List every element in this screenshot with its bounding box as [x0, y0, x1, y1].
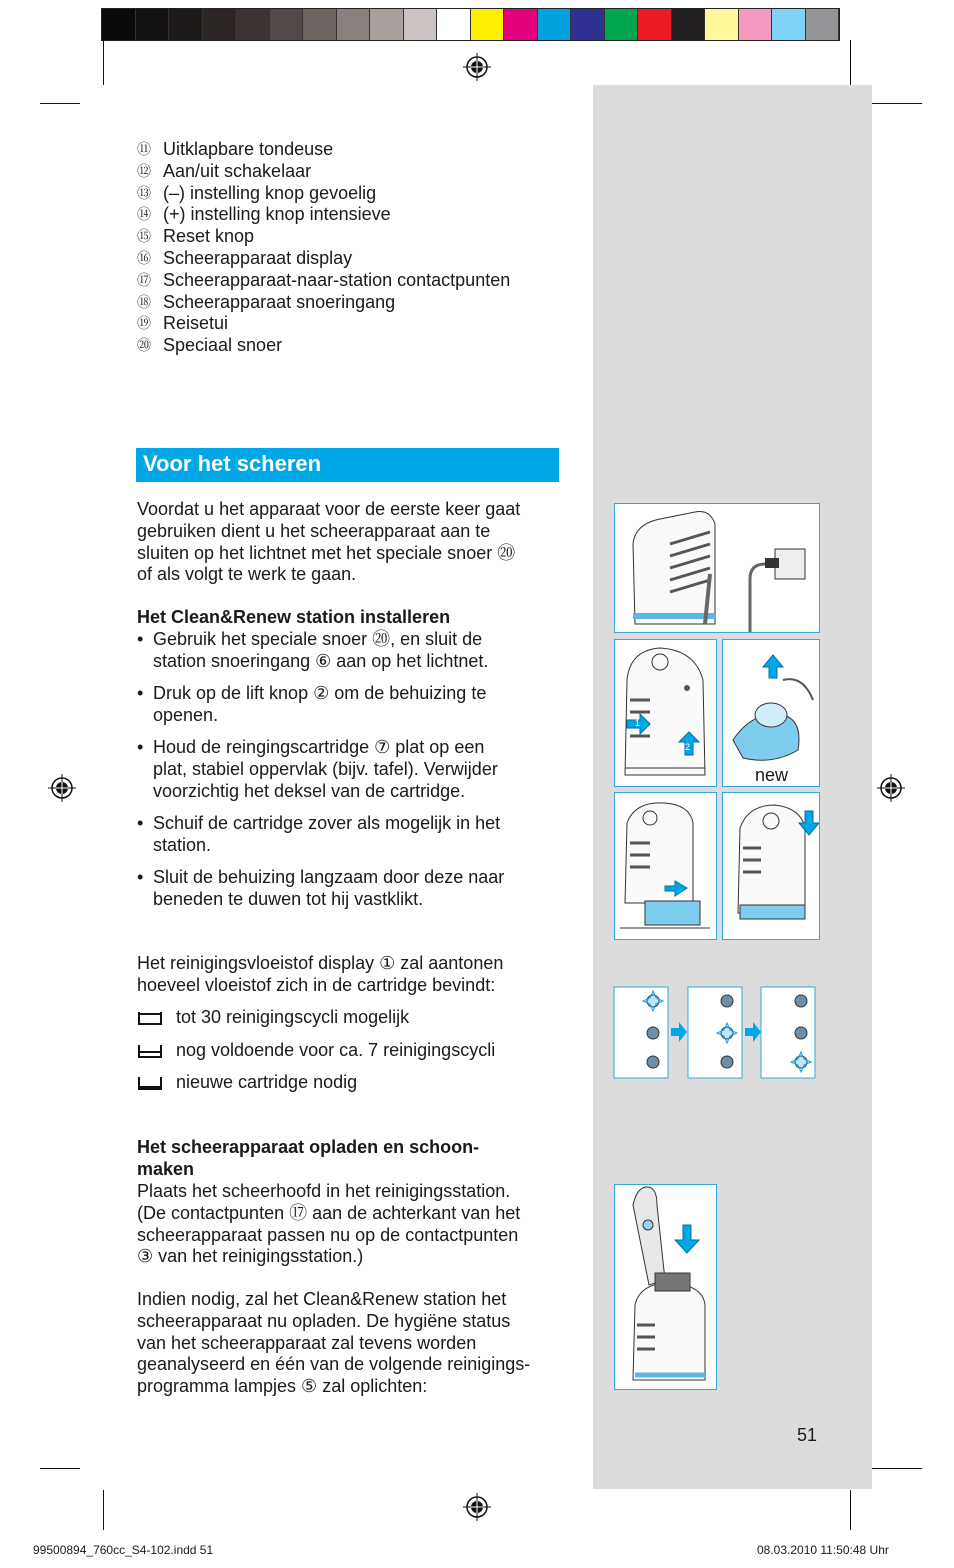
part-number: ⑯	[137, 249, 151, 266]
text-line: Het scheerapparaat opladen en schoon-	[137, 1137, 480, 1157]
part-number: ⑰	[137, 271, 151, 288]
indicator-label: nog voldoende voor ca. 7 reinigingscycli	[176, 1040, 496, 1060]
crop-mark	[40, 103, 80, 104]
figure-close-housing	[722, 792, 820, 940]
tank-medium-icon	[137, 1043, 163, 1059]
indicator-sequence	[613, 986, 817, 1080]
text-line: gebruiken dient u het scheerapparaat aan te	[137, 520, 491, 541]
text-line: of als volgt te werk te gaan.	[137, 564, 357, 585]
color-swatch	[571, 9, 605, 40]
text-line: geanalyseerd en één van de volgende reinigings-	[137, 1354, 531, 1375]
parts-list-item	[137, 335, 510, 357]
part-number: ⑬	[137, 184, 151, 201]
print-color-bar	[101, 8, 840, 41]
parts-list-item	[137, 270, 510, 292]
parts-list-item	[137, 248, 510, 270]
text-line: Het reinigingsvloeistof display ① zal aantonen	[137, 953, 504, 973]
crop-mark	[103, 1490, 104, 1530]
footer-timestamp: 08.03.2010 11:50:48 Uhr	[757, 1543, 889, 1557]
install-step: • Sluit de behuizing langzaam door deze naar beneden te duwen tot hij vastklikt.	[137, 867, 557, 911]
charge-paragraph	[137, 1181, 567, 1268]
install-heading: Het Clean&Renew station installeren	[137, 607, 451, 627]
indicator-medium	[137, 1040, 495, 1061]
text-line: scheerapparaat nu opladen. De hygiëne status	[137, 1310, 511, 1331]
color-swatch	[337, 9, 371, 40]
text-line: station snoeringang ⑥ aan op het lichtnet.	[153, 650, 489, 671]
crop-mark	[872, 1468, 922, 1469]
color-swatch	[370, 9, 404, 40]
text-line: maken	[137, 1158, 195, 1179]
color-swatch	[169, 9, 203, 40]
parts-list-item	[137, 292, 510, 314]
text-line: Sluit de behuizing langzaam door deze naar	[153, 867, 505, 887]
text-line: station.	[153, 834, 212, 855]
color-swatch	[102, 9, 136, 40]
text-line: voorzichtig het deksel van de cartridge.	[153, 780, 466, 801]
part-label: Reset knop	[163, 226, 255, 247]
text-line: sluiten op het lichtnet met het speciale snoer ⑳	[137, 542, 516, 563]
part-label: (+) instelling knop intensieve	[163, 204, 391, 225]
text-line: Voordat u het apparaat voor de eerste keer gaat	[137, 499, 521, 519]
figure-open-housing	[614, 639, 717, 787]
color-swatch	[638, 9, 672, 40]
text-line: Schuif de cartridge zover als mogelijk in het	[153, 813, 501, 833]
indicator-label: tot 30 reinigingscycli mogelijk	[176, 1007, 410, 1027]
tank-full-icon	[137, 1010, 163, 1026]
registration-mark	[463, 53, 491, 81]
part-label: Scheerapparaat-naar-station contactpunten	[163, 269, 511, 290]
parts-list-item	[137, 139, 510, 161]
display-paragraph	[137, 953, 567, 997]
color-swatch	[504, 9, 538, 40]
part-number: ⑪	[137, 141, 151, 157]
color-swatch	[672, 9, 706, 40]
parts-list	[137, 139, 510, 357]
figure-cartridge-lid	[722, 639, 820, 787]
part-number: ⑫	[137, 162, 151, 179]
parts-list-item	[137, 161, 510, 183]
text-line: Druk op de lift knop ② om de behuizing te	[153, 683, 487, 703]
part-label: Speciaal snoer	[163, 335, 283, 356]
text-line: openen.	[153, 704, 219, 725]
color-swatch	[705, 9, 739, 40]
color-swatch	[538, 9, 572, 40]
part-number: ⑱	[137, 293, 151, 310]
part-label: Scheerapparaat snoeringang	[163, 291, 396, 312]
figure-station-cord	[614, 503, 820, 633]
registration-mark	[48, 774, 76, 802]
charge-heading	[137, 1137, 479, 1181]
color-swatch	[236, 9, 270, 40]
text-line: scheerapparaat passen nu op de contactpunten	[137, 1224, 519, 1245]
text-line: van het scheerapparaat zal tevens worden	[137, 1332, 477, 1353]
color-swatch	[806, 9, 840, 40]
parts-list-item	[137, 204, 510, 226]
crop-mark	[872, 103, 922, 104]
tank-empty-icon	[137, 1075, 163, 1091]
color-swatch	[136, 9, 170, 40]
registration-mark	[877, 774, 905, 802]
color-swatch	[471, 9, 505, 40]
step-2-label: 2	[685, 742, 691, 752]
indicator-empty	[137, 1072, 357, 1093]
parts-list-item	[137, 226, 510, 248]
text-line: ③ van het reinigingsstation.)	[137, 1246, 364, 1267]
text-line: (De contactpunten ⑰ aan de achterkant van het	[137, 1202, 521, 1223]
part-label: Aan/uit schakelaar	[163, 160, 312, 181]
indicator-full	[137, 1007, 409, 1028]
install-step: • Schuif de cartridge zover als mogelijk in het station.	[137, 813, 557, 857]
page-number: 51	[797, 1425, 818, 1445]
indicator-label: nieuwe cartridge nodig	[176, 1072, 358, 1092]
indicator-panel-2	[688, 987, 742, 1078]
text-line: beneden te duwen tot hij vastklikt.	[153, 888, 424, 909]
text-line: Houd de reingingscartridge ⑦ plat op een	[153, 737, 485, 757]
part-number: ⑳	[137, 337, 151, 354]
color-swatch	[404, 9, 438, 40]
install-step: • Druk op de lift knop ② om de behuizing te openen.	[137, 683, 557, 727]
color-swatch	[739, 9, 773, 40]
new-label: new	[755, 765, 789, 785]
crop-mark	[850, 40, 851, 85]
footer-file-info: 99500894_760cc_S4-102.indd 51	[33, 1543, 214, 1557]
text-line: Plaats het scheerhoofd in het reinigingsstation.	[137, 1181, 511, 1201]
crop-mark	[40, 1468, 80, 1469]
install-step: • Houd de reingingscartridge ⑦ plat op een plat, stabiel oppervlak (bijv. tafel). Verwijder voorzichtig het deksel van de cartridge.	[137, 737, 557, 802]
part-number: ⑲	[137, 315, 151, 332]
text-line: programma lampjes ⑤ zal oplichten:	[137, 1376, 428, 1397]
crop-mark	[850, 1490, 851, 1530]
registration-mark	[463, 1493, 491, 1521]
figure-insert-cartridge	[614, 792, 717, 940]
station-cord-illustration	[615, 504, 819, 632]
status-paragraph	[137, 1289, 567, 1398]
part-label: Uitklapbare tondeuse	[163, 139, 334, 159]
parts-list-item	[137, 313, 510, 335]
figure-shaver-in-station	[614, 1184, 717, 1390]
part-label: Reisetui	[163, 313, 229, 334]
color-swatch	[772, 9, 806, 40]
install-step: • Gebruik het speciale snoer ⑳, en sluit de station snoeringang ⑥ aan op het lichtnet.	[137, 629, 557, 673]
color-swatch	[605, 9, 639, 40]
parts-list-item	[137, 183, 510, 205]
indicator-panel-3	[761, 987, 815, 1078]
text-line: plat, stabiel oppervlak (bijv. tafel). Verwijder	[153, 758, 498, 779]
insert-cartridge-illustration	[615, 793, 716, 939]
part-number: ⑮	[137, 228, 151, 245]
text-line: Indien nodig, zal het Clean&Renew station het	[137, 1289, 507, 1309]
color-swatch	[203, 9, 237, 40]
section-title: Voor het scheren	[143, 451, 322, 476]
shaver-station-illustration	[615, 1185, 716, 1389]
part-number: ⑭	[137, 206, 151, 223]
color-swatch	[270, 9, 304, 40]
crop-mark	[103, 40, 104, 85]
text-line: Gebruik het speciale snoer ⑳, en sluit de	[153, 629, 483, 649]
color-swatch	[303, 9, 337, 40]
part-label: Scheerapparaat display	[163, 247, 353, 268]
close-housing-illustration	[723, 793, 819, 939]
text-line: hoeveel vloeistof zich in de cartridge bevindt:	[137, 974, 496, 995]
intro-paragraph	[137, 499, 567, 586]
open-housing-illustration	[615, 640, 716, 786]
color-swatch	[437, 9, 471, 40]
step-1-label: 1	[635, 718, 641, 728]
indicator-panel-1	[614, 987, 668, 1078]
part-label: (–) instelling knop gevoelig	[163, 182, 377, 203]
